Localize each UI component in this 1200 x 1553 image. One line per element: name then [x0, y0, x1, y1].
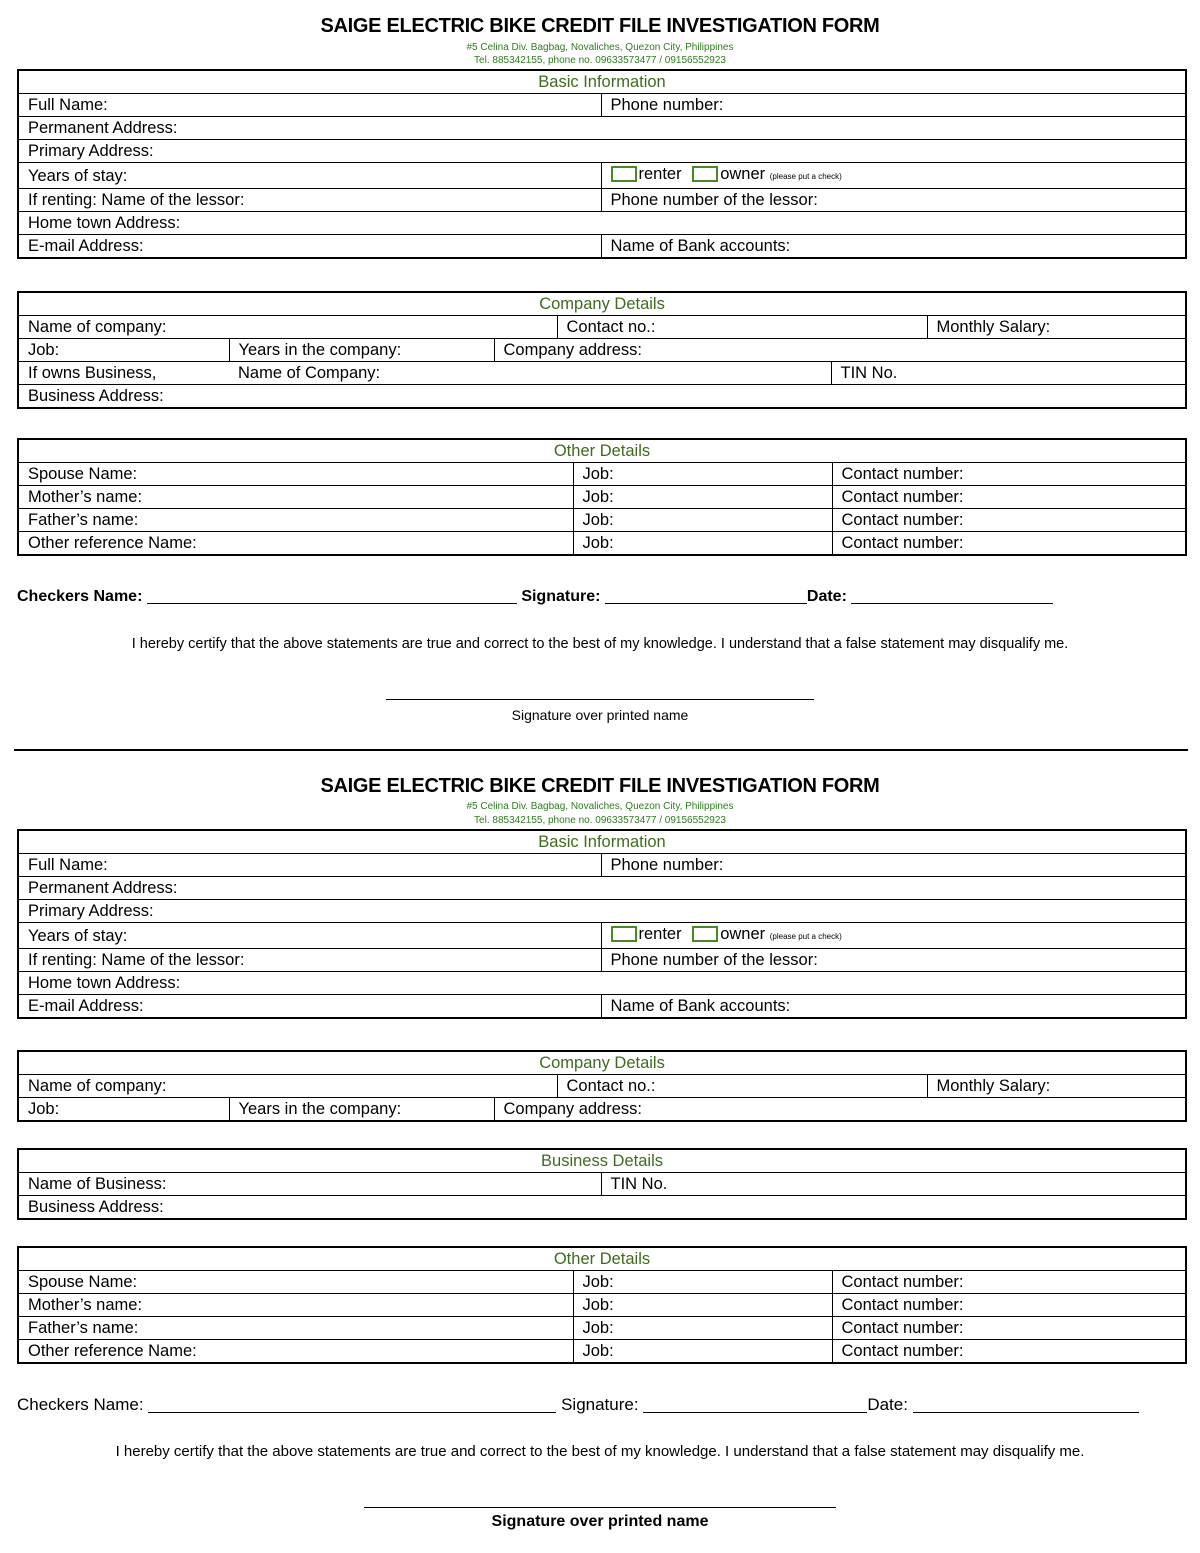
section-header: Basic Information	[18, 830, 1186, 854]
mother-contact-field[interactable]: Contact number:	[832, 486, 1186, 509]
form1-address-line: #5 Celina Div. Bagbag, Novaliches, Quezon City, Philippines	[466, 42, 734, 53]
signature-label: Signature:	[521, 588, 601, 605]
form2-other-details-table	[17, 1246, 1187, 1364]
monthly-salary-field[interactable]: Monthly Salary:	[927, 1075, 1186, 1098]
signature-line[interactable]	[643, 1396, 867, 1413]
renter-label: renter	[638, 925, 682, 943]
signature-label: Signature:	[561, 1395, 639, 1414]
form2-signature-line[interactable]	[364, 1507, 836, 1508]
checkers-name-line[interactable]	[147, 587, 517, 604]
form2-address-line: #5 Celina Div. Bagbag, Novaliches, Quezon City, Philippines	[466, 801, 734, 812]
years-of-stay-field[interactable]: Years of stay:	[18, 163, 601, 189]
hometown-address-field[interactable]: Home town Address:	[18, 972, 1186, 995]
bank-accounts-field[interactable]: Name of Bank accounts:	[601, 995, 1186, 1019]
section-header: Basic Information	[18, 70, 1186, 94]
spouse-job-field[interactable]: Job:	[573, 1271, 832, 1294]
form1-checkers-row	[17, 587, 1053, 606]
business-name-field[interactable]: Name of Business:	[18, 1173, 601, 1196]
father-contact-field[interactable]: Contact number:	[832, 509, 1186, 532]
form2-contact-line: Tel. 885342155, phone no. 09633573477 / 09156552923	[474, 815, 726, 826]
check-note: (please put a check)	[769, 172, 842, 181]
owner-label: owner	[720, 925, 766, 943]
renter-label: renter	[638, 165, 682, 183]
section-header: Other Details	[18, 439, 1186, 463]
form1-company-table	[17, 291, 1187, 409]
company-address-field[interactable]: Company address:	[494, 339, 1186, 362]
checkers-name-line[interactable]	[148, 1396, 556, 1413]
form1-signature-line[interactable]	[386, 699, 814, 700]
years-in-company-field[interactable]: Years in the company:	[229, 1098, 494, 1122]
father-contact-field[interactable]: Contact number:	[832, 1317, 1186, 1340]
mother-contact-field[interactable]: Contact number:	[832, 1294, 1186, 1317]
tin-field[interactable]: TIN No.	[831, 362, 1186, 385]
checkers-name-label: Checkers Name:	[17, 1395, 144, 1414]
form1-title: SAIGE ELECTRIC BIKE CREDIT FILE INVESTIGATION FORM	[320, 15, 880, 37]
spouse-contact-field[interactable]: Contact number:	[832, 463, 1186, 486]
owns-business-label: If owns Business,	[18, 362, 229, 385]
section-header: Company Details	[18, 1051, 1186, 1075]
renter-checkbox[interactable]	[611, 166, 637, 182]
form2-basic-info-table	[17, 829, 1187, 1019]
residence-type-cell	[601, 923, 1186, 949]
form1-basic-info-table	[17, 69, 1187, 259]
section-header: Business Details	[18, 1149, 1186, 1173]
owner-checkbox[interactable]	[692, 926, 718, 942]
father-name-field[interactable]: Father’s name:	[18, 509, 573, 532]
years-in-company-field[interactable]: Years in the company:	[229, 339, 494, 362]
company-contact-field[interactable]: Contact no.:	[557, 1075, 927, 1098]
company-address-field[interactable]: Company address:	[494, 1098, 1186, 1122]
reference-contact-field[interactable]: Contact number:	[832, 532, 1186, 556]
date-line[interactable]	[913, 1396, 1139, 1413]
date-label: Date:	[806, 588, 847, 605]
reference-name-field[interactable]: Other reference Name:	[18, 532, 573, 556]
mother-job-field[interactable]: Job:	[573, 1294, 832, 1317]
father-name-field[interactable]: Father’s name:	[18, 1317, 573, 1340]
form2-title: SAIGE ELECTRIC BIKE CREDIT FILE INVESTIGATION FORM	[320, 775, 880, 797]
primary-address-field[interactable]: Primary Address:	[18, 900, 1186, 923]
residence-type-cell	[601, 163, 1186, 189]
signature-line[interactable]	[605, 587, 807, 604]
reference-job-field[interactable]: Job:	[573, 532, 832, 556]
form2-company-table	[17, 1050, 1187, 1122]
business-address-field[interactable]: Business Address:	[18, 385, 1186, 409]
form2-certification: I hereby certify that the above statements are true and correct to the best of my knowledge. I understand that a false statement may disqualify me.	[115, 1443, 1085, 1460]
spouse-job-field[interactable]: Job:	[573, 463, 832, 486]
owner-checkbox[interactable]	[692, 166, 718, 182]
checkers-name-label: Checkers Name:	[17, 588, 143, 605]
renter-checkbox[interactable]	[611, 926, 637, 942]
father-job-field[interactable]: Job:	[573, 1317, 832, 1340]
business-address-field[interactable]: Business Address:	[18, 1196, 1186, 1220]
email-field[interactable]: E-mail Address:	[18, 235, 601, 259]
reference-contact-field[interactable]: Contact number:	[832, 1340, 1186, 1364]
section-header: Company Details	[18, 292, 1186, 316]
company-name-field[interactable]: Name of company:	[18, 316, 557, 339]
bank-accounts-field[interactable]: Name of Bank accounts:	[601, 235, 1186, 259]
form2-signature-caption: Signature over printed name	[491, 1513, 709, 1530]
form1-contact-line: Tel. 885342155, phone no. 09633573477 / 09156552923	[474, 55, 726, 66]
lessor-phone-field[interactable]: Phone number of the lessor:	[601, 949, 1186, 972]
permanent-address-field[interactable]: Permanent Address:	[18, 117, 1186, 140]
years-of-stay-field[interactable]: Years of stay:	[18, 923, 601, 949]
form2-checkers-row	[17, 1395, 1139, 1415]
job-field[interactable]: Job:	[18, 339, 229, 362]
form1-other-details-table	[17, 438, 1187, 556]
company-name-field[interactable]: Name of company:	[18, 1075, 557, 1098]
form-divider	[14, 749, 1188, 751]
form1-certification: I hereby certify that the above statements are true and correct to the best of my knowledge. I understand that a false statement may disqualify me.	[131, 636, 1069, 652]
full-name-field[interactable]: Full Name:	[18, 94, 601, 117]
mother-name-field[interactable]: Mother’s name:	[18, 486, 573, 509]
date-label: Date:	[867, 1395, 908, 1414]
spouse-contact-field[interactable]: Contact number:	[832, 1271, 1186, 1294]
lessor-phone-field[interactable]: Phone number of the lessor:	[601, 189, 1186, 212]
mother-name-field[interactable]: Mother’s name:	[18, 1294, 573, 1317]
check-note: (please put a check)	[769, 932, 842, 941]
spouse-name-field[interactable]: Spouse Name:	[18, 1271, 573, 1294]
father-job-field[interactable]: Job:	[573, 509, 832, 532]
job-field[interactable]: Job:	[18, 1098, 229, 1122]
lessor-name-field[interactable]: If renting: Name of the lessor:	[18, 949, 601, 972]
monthly-salary-field[interactable]: Monthly Salary:	[927, 316, 1186, 339]
permanent-address-field[interactable]: Permanent Address:	[18, 877, 1186, 900]
email-field[interactable]: E-mail Address:	[18, 995, 601, 1019]
form2-business-table	[17, 1148, 1187, 1220]
reference-job-field[interactable]: Job:	[573, 1340, 832, 1364]
section-header: Other Details	[18, 1247, 1186, 1271]
form1-signature-caption: Signature over printed name	[511, 707, 689, 723]
mother-job-field[interactable]: Job:	[573, 486, 832, 509]
business-company-name-field[interactable]: Name of Company:	[229, 362, 831, 385]
company-contact-field[interactable]: Contact no.:	[557, 316, 927, 339]
full-name-field[interactable]: Full Name:	[18, 854, 601, 877]
spouse-name-field[interactable]: Spouse Name:	[18, 463, 573, 486]
owner-label: owner	[720, 165, 766, 183]
tin-field[interactable]: TIN No.	[601, 1173, 1186, 1196]
phone-number-field[interactable]: Phone number:	[601, 94, 1186, 117]
phone-number-field[interactable]: Phone number:	[601, 854, 1186, 877]
reference-name-field[interactable]: Other reference Name:	[18, 1340, 573, 1364]
lessor-name-field[interactable]: If renting: Name of the lessor:	[18, 189, 601, 212]
hometown-address-field[interactable]: Home town Address:	[18, 212, 1186, 235]
date-line[interactable]	[851, 587, 1053, 604]
primary-address-field[interactable]: Primary Address:	[18, 140, 1186, 163]
